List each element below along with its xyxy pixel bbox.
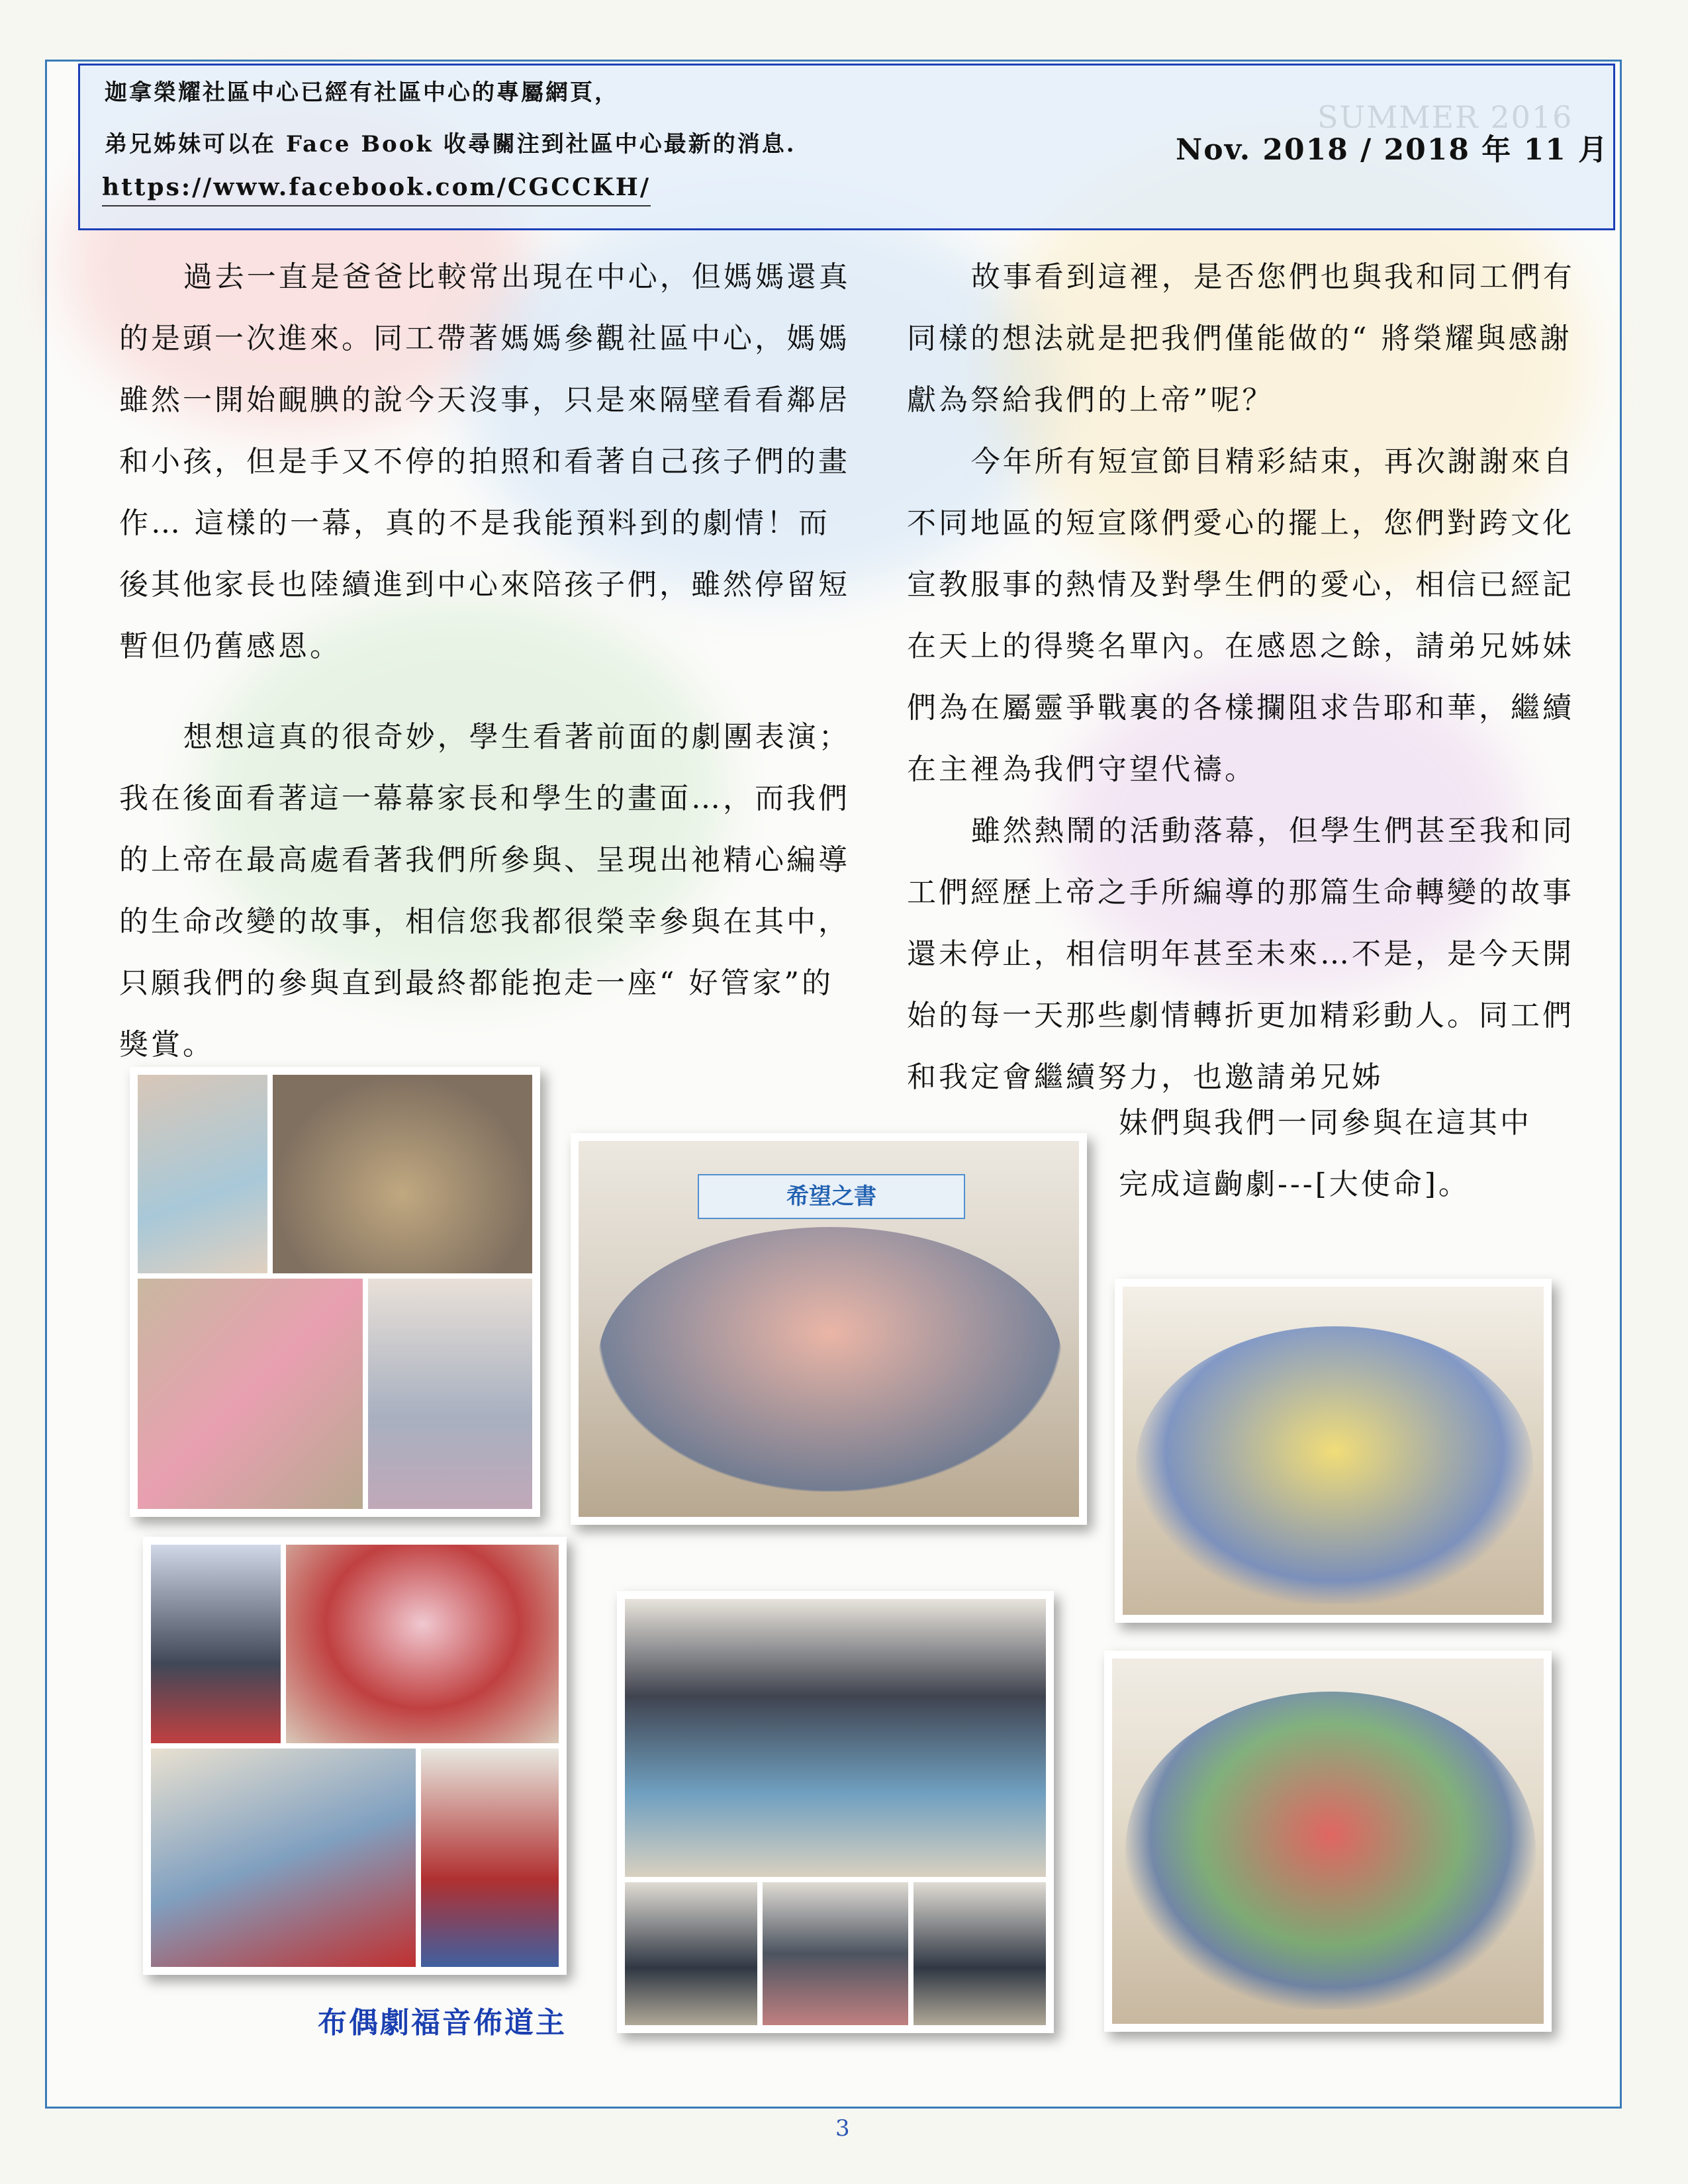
- photo-puppet-stage: [625, 1599, 1046, 1877]
- photo-group-right: [1115, 1279, 1552, 1623]
- right-tail-line-1: 妹們與我們一同參與在這其中: [1119, 1106, 1532, 1140]
- right-paragraph-3: 雖然熱鬧的活動落幕，但學生們甚至我和同工們經歷上帝之手所編導的那篇生命轉變的故事還未停止，相信明年甚至未來…不是，是今天開始的每一天那些劇情轉折更加精彩動人。同工們和我定會繼續努力，也邀請弟兄姊: [907, 814, 1575, 1094]
- header-line-1: 迦拿榮耀社區中心已經有社區中心的專屬網頁，: [105, 79, 619, 106]
- right-column-tail: [1119, 1092, 1582, 1215]
- left-column: [119, 246, 854, 1075]
- page-number: 3: [835, 2115, 850, 2142]
- photo-collage-puppet-show: [617, 1591, 1054, 2033]
- header-line-2: 弟兄姊妹可以在 Face Book 收尋關注到社區中心最新的消息.: [105, 131, 796, 158]
- photo-circle-chairs: [273, 1075, 532, 1273]
- left-paragraph-2: 想想這真的很奇妙，學生看著前面的劇團表演；我在後面看著這一幕幕家長和學生的畫面…，而我們的上帝在最高處看著我們所參與、呈現出祂精心編導的生命改變的故事，相信您我都很榮幸參與在其中，只願我們的參與直到最終都能抱走一座“ 好管家”的獎賞。: [119, 720, 851, 1062]
- photo-stage-small-3: [914, 1882, 1046, 2025]
- right-paragraph-2: 今年所有短宣節目精彩結束，再次謝謝來自不同地區的短宣隊們愛心的擺上，您們對跨文化宣教服事的熱情及對學生們的愛心，相信已經記在天上的得獎名單內。在感恩之餘，請弟兄姊妹們為在屬靈爭戰裏的各樣攔阻求告耶和華，繼續在主裡為我們守望代禱。: [907, 445, 1575, 786]
- group-people: [598, 1227, 1062, 1492]
- group-people: [1125, 1692, 1536, 2009]
- header-ghost-text: SUMMER 2016: [1317, 99, 1573, 135]
- photo-clown-stage: [151, 1545, 281, 1743]
- right-tail-line-2: 完成這齣劇---[大使命]。: [1119, 1167, 1470, 1201]
- photo-spiderman-kid: [421, 1749, 559, 1967]
- photo-group-banner: [571, 1133, 1087, 1525]
- photo-stage-small-1: [625, 1882, 757, 2025]
- photo-stage-small-2: [763, 1882, 908, 2025]
- photo-clown-kids: [286, 1545, 559, 1743]
- photo-kids-reading: [138, 1075, 267, 1273]
- group-people: [1136, 1326, 1533, 1604]
- photo-collage-clowns: [143, 1537, 567, 1975]
- photo-kids-crafting: [138, 1279, 363, 1509]
- photo-christmas-group: [1104, 1651, 1552, 2032]
- photo-kids-playing: [368, 1279, 532, 1509]
- right-paragraph-1: 故事看到這裡，是否您們也與我和同工們有同樣的想法就是把我們僅能做的“ 將榮耀與感謝獻為祭給我們的上帝”呢？: [907, 260, 1575, 417]
- right-column: [907, 246, 1575, 1108]
- photo-audience: [151, 1749, 416, 1967]
- photo-caption: 布偶劇福音佈道主: [318, 2006, 567, 2040]
- issue-date: Nov. 2018 / 2018 年 11 月: [1176, 133, 1609, 167]
- banner: 希望之書: [698, 1174, 965, 1219]
- photo-collage-activities: [130, 1067, 540, 1517]
- left-paragraph-1: 過去一直是爸爸比較常出現在中心，但媽媽還真的是頭一次進來。同工帶著媽媽參觀社區中心，媽媽雖然一開始靦腆的說今天沒事，只是來隔壁看看鄰居和小孩，但是手又不停的拍照和看著自己孩子們的畫作… 這樣的一幕，真的不是我能預料到的劇情！而後其他家長也陸續進到中心來陪孩子們，雖然停留短暫但仍舊感恩。: [119, 260, 851, 663]
- facebook-link[interactable]: https://www.facebook.com/CGCCKH/: [102, 173, 651, 206]
